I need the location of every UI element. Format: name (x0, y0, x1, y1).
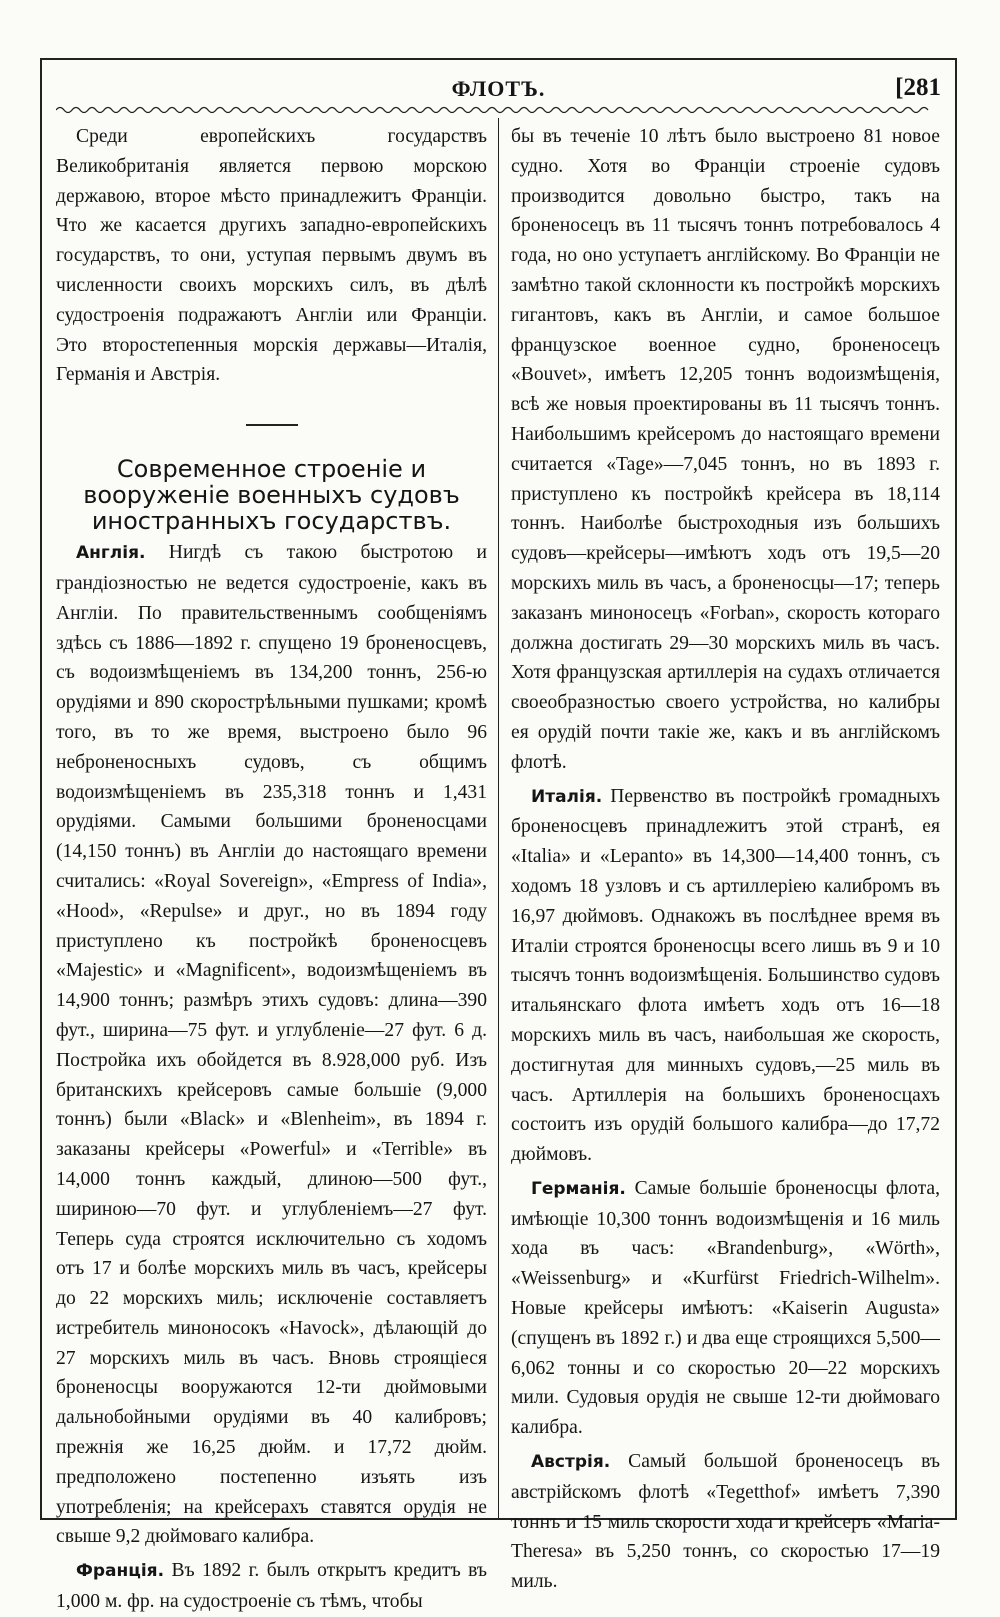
right-column (511, 122, 940, 1597)
austria-paragraph (511, 1447, 940, 1597)
england-label: Англія. (76, 543, 146, 564)
france-text: Въ 1892 г. былъ открытъ кредитъ въ 1,000 м. фр. на судостроеніе съ тѣмъ, чтобы (56, 1560, 487, 1613)
page-number: [281 (895, 74, 941, 101)
france-continuation: бы въ теченіе 10 лѣтъ было выстроено 81 новое судно. Хотя во Франціи строеніе судовъ производится довольно быстро, такъ на броненосецъ въ 11 тысячъ тоннъ потребовалось 4 года, но оно уступаетъ англійскому. Во Франціи не замѣтно такой склонности къ постройкѣ морскихъ гигантовъ, какъ въ Англіи, и самое большое французское военное судно, броненосецъ «Bouvet», имѣетъ 12,205 тоннъ водоизмѣщенія, всѣ же новыя проектированы въ 11 тысячъ тоннъ. Наибольшимъ крейсеромъ до настоящаго времени считается «Tage»—7,045 тоннъ, но въ 1893 г. приступлено къ постройкѣ крейсера въ 18,114 тоннъ. Наиболѣе быстроходныя изъ большихъ судовъ—крейсеры—имѣютъ ходъ отъ 19,5—20 морскихъ миль въ часъ, а броненосцы—17; теперь заказанъ миноносецъ «Forban», скорость котораго должна достигать 29—30 морскихъ миль въ часъ. Хотя французская артиллерія на судахъ отличается своеобразностью своего устройства, но калибры ея орудій почти такіе же, какъ и въ англійскомъ флотѣ. (511, 126, 940, 773)
section-heading: Современное строеніе и вооруженіе военныхъ судовъ иностранныхъ государствъ. (83, 455, 460, 536)
page-frame (40, 58, 957, 1613)
column-divider (498, 118, 499, 1518)
england-text: Нигдѣ съ такою быстротою и грандіозностью не ведется судостроеніе, какъ въ Англіи. По правительственнымъ сообщеніямъ здѣсь съ 1886—1892 г. спущено 19 броненосцевъ, съ водоизмѣщеніемъ въ 134,200 тоннъ, 256-ю орудіями и 890 скорострѣльными пушками; кромѣ того, въ то же время, выстроено было 96 неброненосныхъ судовъ, съ общимъ водоизмѣщеніемъ въ 235,318 тоннъ и 1,431 орудіями. Самыми большими броненосцами (14,150 тоннъ) въ Англіи до настоящаго времени считались: «Royal Sovereign», «Empress of India», «Hood», «Repulse» и друг., но въ 1894 году приступлено къ постройкѣ броненосцевъ «Majestic» и «Magnificent», водоизмѣщеніемъ въ 14,900 тоннъ; размѣръ этихъ судовъ: длина—390 фут., ширина—75 фут. и углубленіе—27 фут. 6 д. Постройка ихъ обойдется въ 8.928,000 руб. Изъ британскихъ крейсеровъ самые большіе (9,000 тоннъ) были «Black» и «Blenheim», въ 1894 г. заказаны крейсеры «Powerful» и «Terrible» въ 14,000 тоннъ каждый, длиною—500 фут., шириною—70 фут. и углубленіемъ—27 фут. Теперь суда строятся исключительно съ ходомъ отъ 17 и болѣе морскихъ миль въ часъ, крейсеры до 22 морскихъ миль; исключеніе составляетъ истребитель миноносокъ «Havock», дѣлающій до 27 морскихъ миль въ часъ. Вновь строящіеся броненосцы вооружаются 12-ти дюймовыми дальнобойными орудіями въ 40 калибровъ; прежнія же 16,25 дюйм. и 17,72 дюйм. предположено постепенно изъять изъ употребленія; на крейсерахъ ставятся орудія не свыше 9,2 дюймоваго калибра. (56, 542, 487, 1548)
germany-label: Германія. (531, 1178, 626, 1199)
intro-paragraph: Среди европейскихъ государствъ Великобританія является первою морскою державою, второе мѣсто принадлежитъ Франціи. Что же касается другихъ западно-европейскихъ государствъ, то они, уступая первымъ двумъ въ численности своихъ морскихъ силъ, въ дѣлѣ судостроенія подражаютъ Англіи или Франціи. Это второстепенныя морскія державы—Италія, Германія и Австрія. (56, 126, 487, 386)
page-header (42, 60, 955, 104)
austria-label: Австрія. (531, 1452, 611, 1473)
germany-text: Самые большіе броненосцы флота, имѣющіе 10,300 тоннъ водоизмѣщенія и 16 миль хода въ часъ: «Brandenburg», «Wörth», «Weissenburg» и «Kurfürst Friedrich-Wilhelm». Новые крейсеры имѣютъ: «Kaiserin Augusta» (спущенъ въ 1892 г.) и два еще строящихся 5,500—6,062 тонны и со скоростью 20—22 морскихъ мили. Судовыя орудія не свыше 12-ти дюймоваго калибра. (511, 1177, 940, 1439)
page-title: ФЛОТЪ. (451, 76, 546, 101)
italy-paragraph (511, 782, 940, 1170)
austria-text: Самый большой броненосецъ въ австрійскомъ флотѣ «Tegetthof» имѣетъ 7,390 тоннъ и 15 миль скорости хода и крейсеръ «Maria-Theresa» въ 5,250 тоннъ, со скоростью 17—19 миль. (511, 1451, 941, 1593)
france-label: Франція. (76, 1561, 165, 1582)
italy-text: Первенство въ постройкѣ громадныхъ броненосцевъ принадлежитъ этой странѣ, ея «Italia» и «Lepanto» въ 14,300—14,400 тоннъ, съ ходомъ 18 узловъ и съ артиллеріею калибромъ въ 16,97 дюймовъ. Однакожъ въ послѣднее время въ Италіи строятся броненосцы всего лишь въ 9 и 10 тысячъ тоннъ водоизмѣщенія. Большинство судовъ итальянскаго флота имѣетъ ходъ отъ 16—18 морскихъ миль въ часъ, наибольшая же скорость, достигнутая для минныхъ судовъ,—25 миль въ часъ. Артиллерія на большихъ броненосцахъ состоитъ изъ орудій большого калибра—до 17,72 дюймовъ. (511, 785, 940, 1166)
italy-label: Италія. (531, 786, 603, 807)
left-column (56, 122, 487, 1617)
germany-paragraph (511, 1174, 940, 1443)
england-paragraph (56, 538, 487, 1552)
section-rule (246, 424, 298, 426)
france-paragraph (56, 1556, 487, 1617)
wavy-rule-decoration (56, 105, 931, 115)
